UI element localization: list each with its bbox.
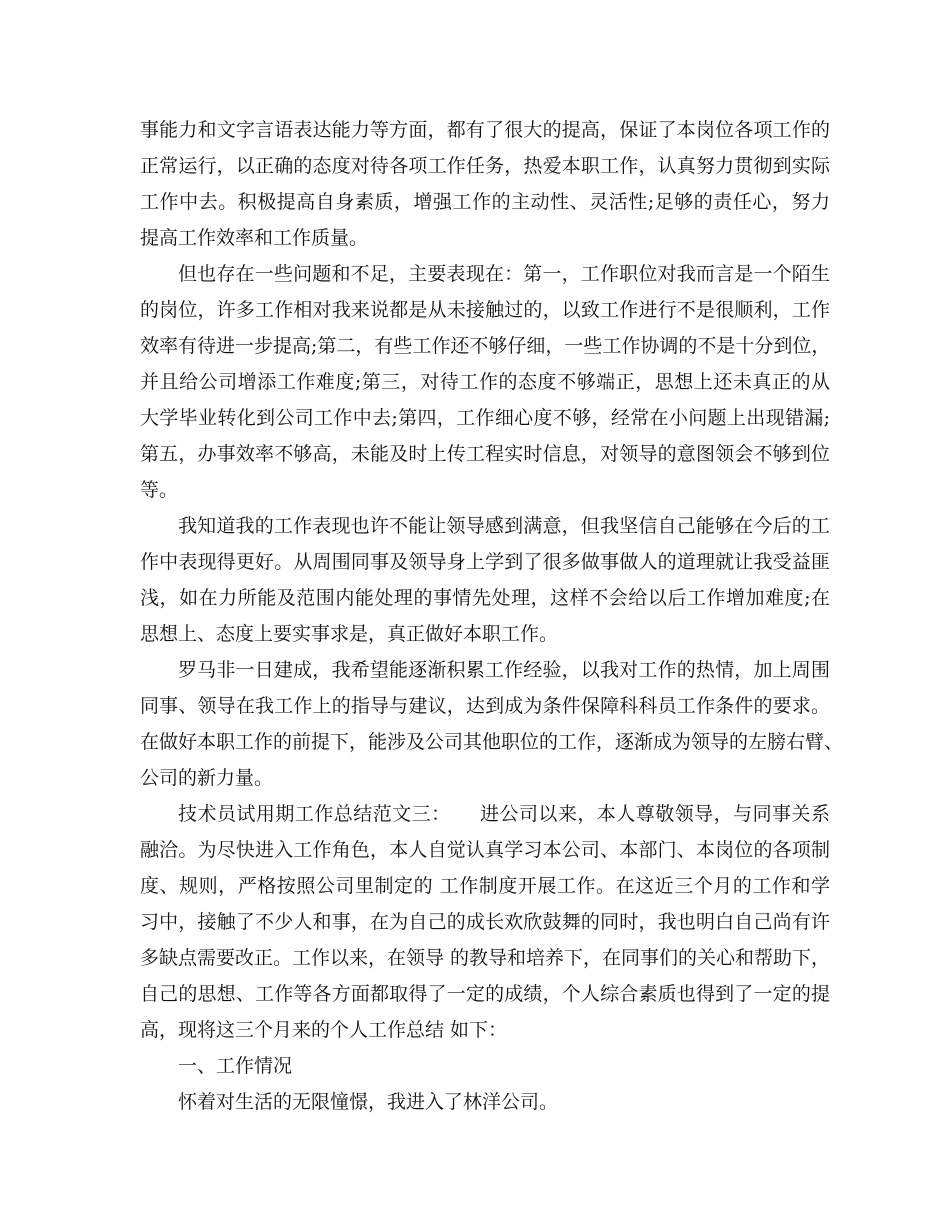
text-line: 在做好本职工作的前提下，能涉及公司其他职位的工作，逐渐成为领导的左膀右臂、 — [140, 731, 844, 753]
document-body — [140, 112, 844, 1120]
text-line: 技术员试用期工作总结范文三： 进公司以来，本人尊敬领导，与同事关系 — [178, 803, 830, 825]
text-line: 大学毕业转化到公司工作中去;第四，工作细心度不够，经常在小问题上出现错漏; — [140, 407, 830, 429]
text-line: 浅，如在力所能及范围内能处理的事情先处理，这样不会给以后工作增加难度;在 — [140, 587, 830, 609]
text-line: 习中，接触了不少人和事，在为自己的成长欢欣鼓舞的同时，我也明白自己尚有许 — [140, 911, 830, 933]
text-line: 融洽。为尽快进入工作角色，本人自觉认真学习本公司、本部门、本岗位的各项制 — [140, 839, 830, 861]
text-line: 第五，办事效率不够高，未能及时上传工程实时信息，对领导的意图领会不够到位 — [140, 443, 830, 465]
text-line: 我知道我的工作表现也许不能让领导感到满意，但我坚信自己能够在今后的工 — [178, 515, 830, 537]
text-line: 思想上、态度上要实事求是，真正做好本职工作。 — [140, 623, 559, 645]
text-line: 提高工作效率和工作质量。 — [140, 227, 369, 249]
text-line: 公司的新力量。 — [140, 767, 274, 789]
text-line: 正常运行，以正确的态度对待各项工作任务，热爱本职工作，认真努力贯彻到实际 — [140, 155, 830, 177]
text-line: 自己的思想、工作等各方面都取得了一定的成绩，个人综合素质也得到了一定的提 — [140, 983, 830, 1005]
text-line: 多缺点需要改正。工作以来，在领导 的教导和培养下，在同事们的关心和帮助下， — [140, 947, 831, 969]
text-line: 等。 — [140, 479, 179, 501]
text-line: 效率有待进一步提高;第二，有些工作还不够仔细，一些工作协调的不是十分到位， — [140, 335, 831, 357]
text-line: 怀着对生活的无限憧憬，我进入了林洋公司。 — [178, 1091, 559, 1113]
text-line: 但也存在一些问题和不足，主要表现在：第一，工作职位对我而言是一个陌生 — [178, 263, 830, 285]
text-line: 作中表现得更好。从周围同事及领导身上学到了很多做事做人的道理就让我受益匪 — [140, 551, 830, 573]
text-line: 度、规则，严格按照公司里制定的 工作制度开展工作。在这近三个月的工作和学 — [140, 875, 830, 897]
text-line: 事能力和文字言语表达能力等方面，都有了很大的提高，保证了本岗位各项工作的 — [140, 119, 830, 141]
section-heading: 一、工作情况 — [178, 1055, 293, 1077]
text-line: 的岗位，许多工作相对我来说都是从未接触过的，以致工作进行不是很顺利，工作 — [140, 299, 830, 321]
text-line: 罗马非一日建成，我希望能逐渐积累工作经验，以我对工作的热情，加上周围 — [178, 659, 830, 681]
text-line: 并且给公司增添工作难度;第三，对待工作的态度不够端正，思想上还未真正的从 — [140, 371, 830, 393]
text-line: 高，现将这三个月来的个人工作总结 如下： — [140, 1019, 508, 1041]
text-line: 同事、领导在我工作上的指导与建议，达到成为条件保障科科员工作条件的要求。 — [140, 695, 830, 717]
text-line: 工作中去。积极提高自身素质，增强工作的主动性、灵活性;足够的责任心，努力 — [140, 191, 830, 213]
